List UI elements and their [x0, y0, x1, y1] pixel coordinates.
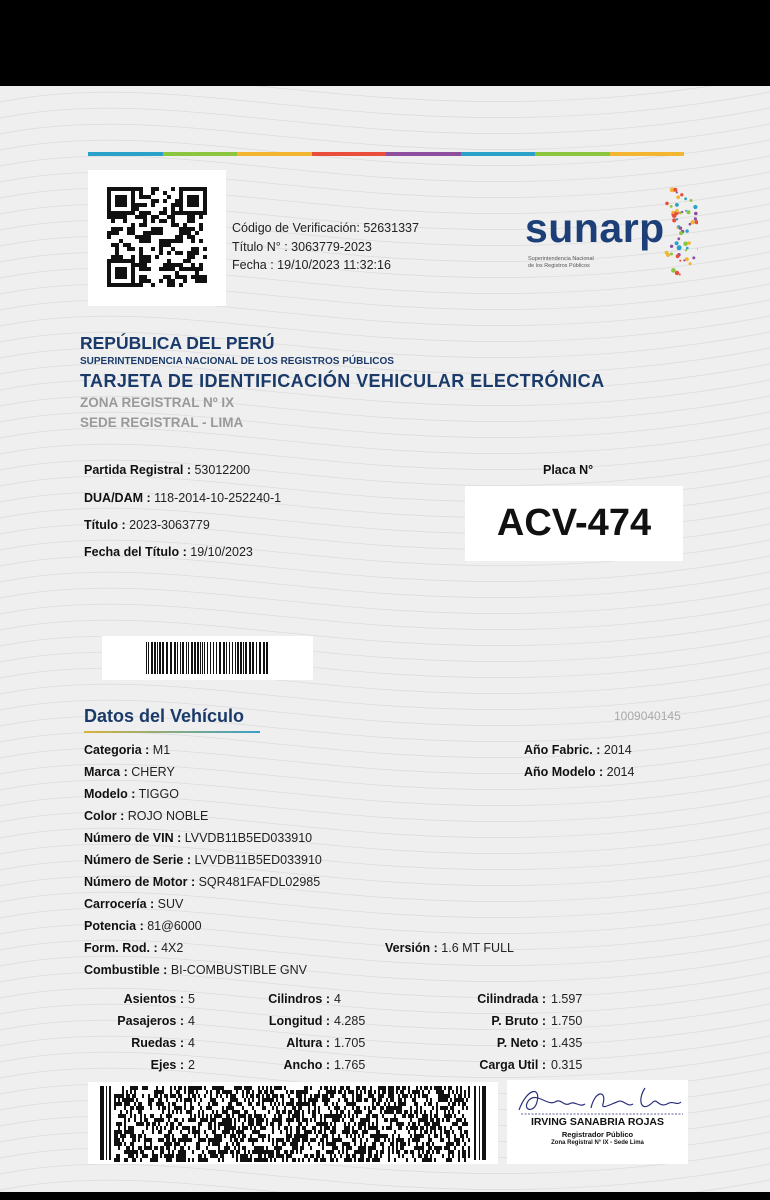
verification-info [232, 219, 419, 275]
sunarp-logo [518, 182, 698, 282]
pbruto-value: 1.750 [551, 1014, 583, 1028]
reference-number: 1009040145 [614, 709, 681, 723]
logo-word: sunarp [525, 205, 665, 251]
datos-underline [84, 731, 260, 733]
altura-value: 1.705 [334, 1036, 366, 1050]
signer-zone: Zona Registral N° IX - Sede Lima [551, 1140, 644, 1146]
carga-field: Carga Util : [479, 1058, 546, 1072]
vin-field: Número de VIN : LVVDB11B5ED033910 [84, 831, 313, 845]
barcode-small [102, 636, 313, 680]
placa-value: ACV-474 [496, 502, 652, 544]
partida-field: Partida Registral : 53012200 [84, 463, 251, 477]
pbruto-field: P. Bruto : [491, 1014, 546, 1028]
logo-sub1: Superintendencia Nacional [528, 256, 594, 262]
anio-modelo-field: Año Modelo : 2014 [524, 765, 635, 779]
serie-field: Número de Serie : LVVDB11B5ED033910 [84, 853, 322, 867]
logo-subtitle [528, 256, 594, 270]
dua-field: DUA/DAM : 118-2014-10-252240-1 [84, 491, 282, 505]
pneto-value: 1.435 [551, 1036, 583, 1050]
version-field: Versión : 1.6 MT FULL [385, 941, 514, 955]
asientos-field: Asientos : [123, 992, 184, 1006]
color-stripe [88, 152, 684, 156]
title-number: Título N° : 3063779-2023 [232, 239, 372, 254]
ejes-value: 2 [188, 1058, 195, 1072]
ancho-value: 1.765 [334, 1058, 366, 1072]
modelo-field: Modelo : TIGGO [84, 787, 179, 801]
logo-sub2: de los Registros Públicos [528, 263, 590, 269]
ejes-field: Ejes : [150, 1058, 184, 1072]
signer-name: IRVING SANABRIA ROJAS [530, 1116, 665, 1128]
pneto-field: P. Neto : [496, 1036, 546, 1050]
signer-role: Registrador Público [561, 1130, 634, 1139]
signature-scribble [507, 1080, 688, 1120]
ruedas-value: 4 [188, 1036, 195, 1050]
zona-registral: ZONA REGISTRAL Nº IX [80, 395, 235, 410]
longitud-value: 4.285 [334, 1014, 366, 1028]
card-title: TARJETA DE IDENTIFICACIÓN VEHICULAR ELECTRÓNICA [80, 371, 605, 391]
combustible-field: Combustible : BI-COMBUSTIBLE GNV [84, 963, 307, 977]
marca-field: Marca : CHERY [84, 765, 175, 779]
pasajeros-field: Pasajeros : [117, 1014, 184, 1028]
superintendencia-heading: SUPERINTENDENCIA NACIONAL DE LOS REGISTROS PÚBLICOS [80, 356, 394, 367]
datos-title: Datos del Vehículo [84, 706, 245, 726]
signature-box [507, 1080, 688, 1164]
ruedas-field: Ruedas : [131, 1036, 184, 1050]
cilindros-field: Cilindros : [268, 992, 330, 1006]
pasajeros-value: 4 [188, 1014, 195, 1028]
motor-field: Número de Motor : SQR481FAFDL02985 [84, 875, 321, 889]
verification-date: Fecha : 19/10/2023 11:32:16 [232, 258, 391, 272]
cilindrada-value: 1.597 [551, 992, 583, 1006]
formrod-field: Form. Rod. : 4X2 [84, 941, 184, 955]
carroceria-field: Carrocería : SUV [84, 897, 184, 911]
barcode-pdf417 [88, 1082, 498, 1164]
republica-heading: REPÚBLICA DEL PERÚ [80, 333, 275, 353]
placa-label: Placa N° [543, 463, 594, 477]
qr-code [88, 170, 226, 306]
fecha-titulo-field: Fecha del Título : 19/10/2023 [84, 545, 253, 559]
ancho-field: Ancho : [283, 1058, 330, 1072]
potencia-field: Potencia : 81@6000 [84, 919, 202, 933]
anio-fabric-field: Año Fabric. : 2014 [524, 743, 632, 757]
color-field: Color : ROJO NOBLE [84, 809, 209, 823]
placa-box [465, 486, 683, 561]
cilindrada-field: Cilindrada : [477, 992, 546, 1006]
altura-field: Altura : [286, 1036, 330, 1050]
categoria-field: Categoria : M1 [84, 743, 171, 757]
carga-value: 0.315 [551, 1058, 583, 1072]
longitud-field: Longitud : [268, 1014, 330, 1028]
vehicle-id-card [0, 86, 770, 1192]
cilindros-value: 4 [334, 992, 341, 1006]
verification-code: Código de Verificación: 52631337 [232, 221, 419, 235]
sede-registral: SEDE REGISTRAL - LIMA [80, 415, 244, 430]
titulo-field: Título : 2023-3063779 [84, 518, 210, 532]
asientos-value: 5 [188, 992, 195, 1006]
